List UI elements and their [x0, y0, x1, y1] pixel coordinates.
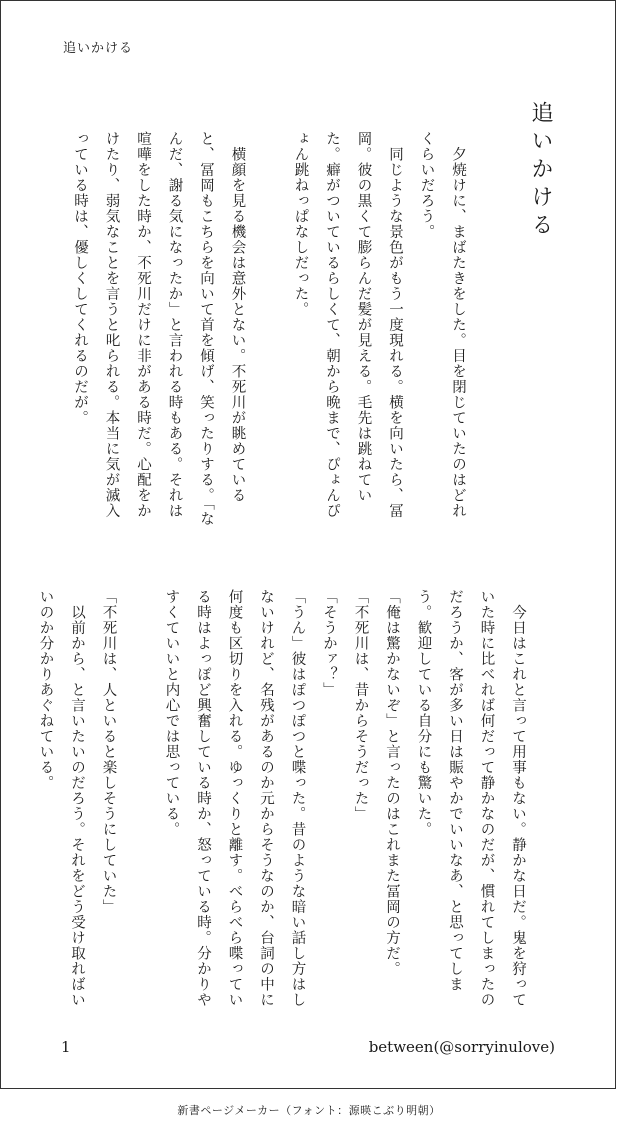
running-header: 追いかける	[63, 41, 134, 56]
page-title: 追いかける	[528, 101, 553, 241]
author-credit: between(@sorryinulove)	[368, 1038, 555, 1056]
blank-line	[253, 131, 285, 531]
dialogue-line: 「俺は驚かないぞ」と言ったのはこれまた冨岡の方だ。	[384, 589, 400, 977]
paragraph: 横顔を見る機会は意外とない。不死川が眺めていると、冨岡もこちらを向いて首を傾げ、笑ったりする。「なんだ、謝る気になったか」と言われる時もある。それは喧嘩をした時か、不死川だけに非がある時だ。心配をかけたり、弱気なことを言うと叱られる。本当に気が滅入っている時は、優しくしてくれるのだが。	[72, 131, 246, 527]
lower-text-block	[37, 589, 533, 1019]
page-number: 1	[61, 1038, 71, 1056]
paragraph: 同じような景色がもう一度現れる。横を向いたら、冨岡。彼の黒くて膨らんだ髪が見える。毛先は跳ねていた。癖がついているらしくて、朝から晩まで、ぴょんぴょん跳ねっぱなしだった。	[292, 131, 403, 519]
blank-line	[124, 589, 156, 1019]
paragraph: 夕焼けに、まばたきをした。目を閉じていたのはどれくらいだろう。	[418, 131, 466, 519]
paragraph: 以前から、と言いたいのだろう。それをどう受け取ればいいのか分かりあぐねている。	[37, 589, 85, 1008]
dialogue-line: 「不死川は、人といると楽しそうにしていた」	[100, 589, 117, 915]
dialogue-line: 「不死川は、昔からそうだった」	[352, 589, 369, 822]
dialogue-line: 「そうかァ？」	[321, 589, 337, 698]
paragraph: 「うん」彼はぽつぽつと喋った。昔のような暗い話し方はしないけれど、名残があるのか元からそうなのか、台詞の中に何度も区切りを入れる。ゆっくりと離す。べらべら喋っている時はよっぽど興奮している時か、怒っている時。分かりやすくていいと内心では思っている。	[163, 589, 306, 1008]
upper-text-block	[53, 131, 473, 531]
generator-credit: 新書ページメーカー（フォント：源暎こぶり明朝）	[177, 1104, 441, 1117]
paragraph: 今日はこれと言って用事もない。静かな日だ。鬼を狩っていた時に比べれば何だって静かなのだが、慣れてしまったのだろうか、客が多い日は賑やかでいいなあ、と思ってしまう。歓迎している自分にも驚いた。	[415, 589, 526, 1008]
